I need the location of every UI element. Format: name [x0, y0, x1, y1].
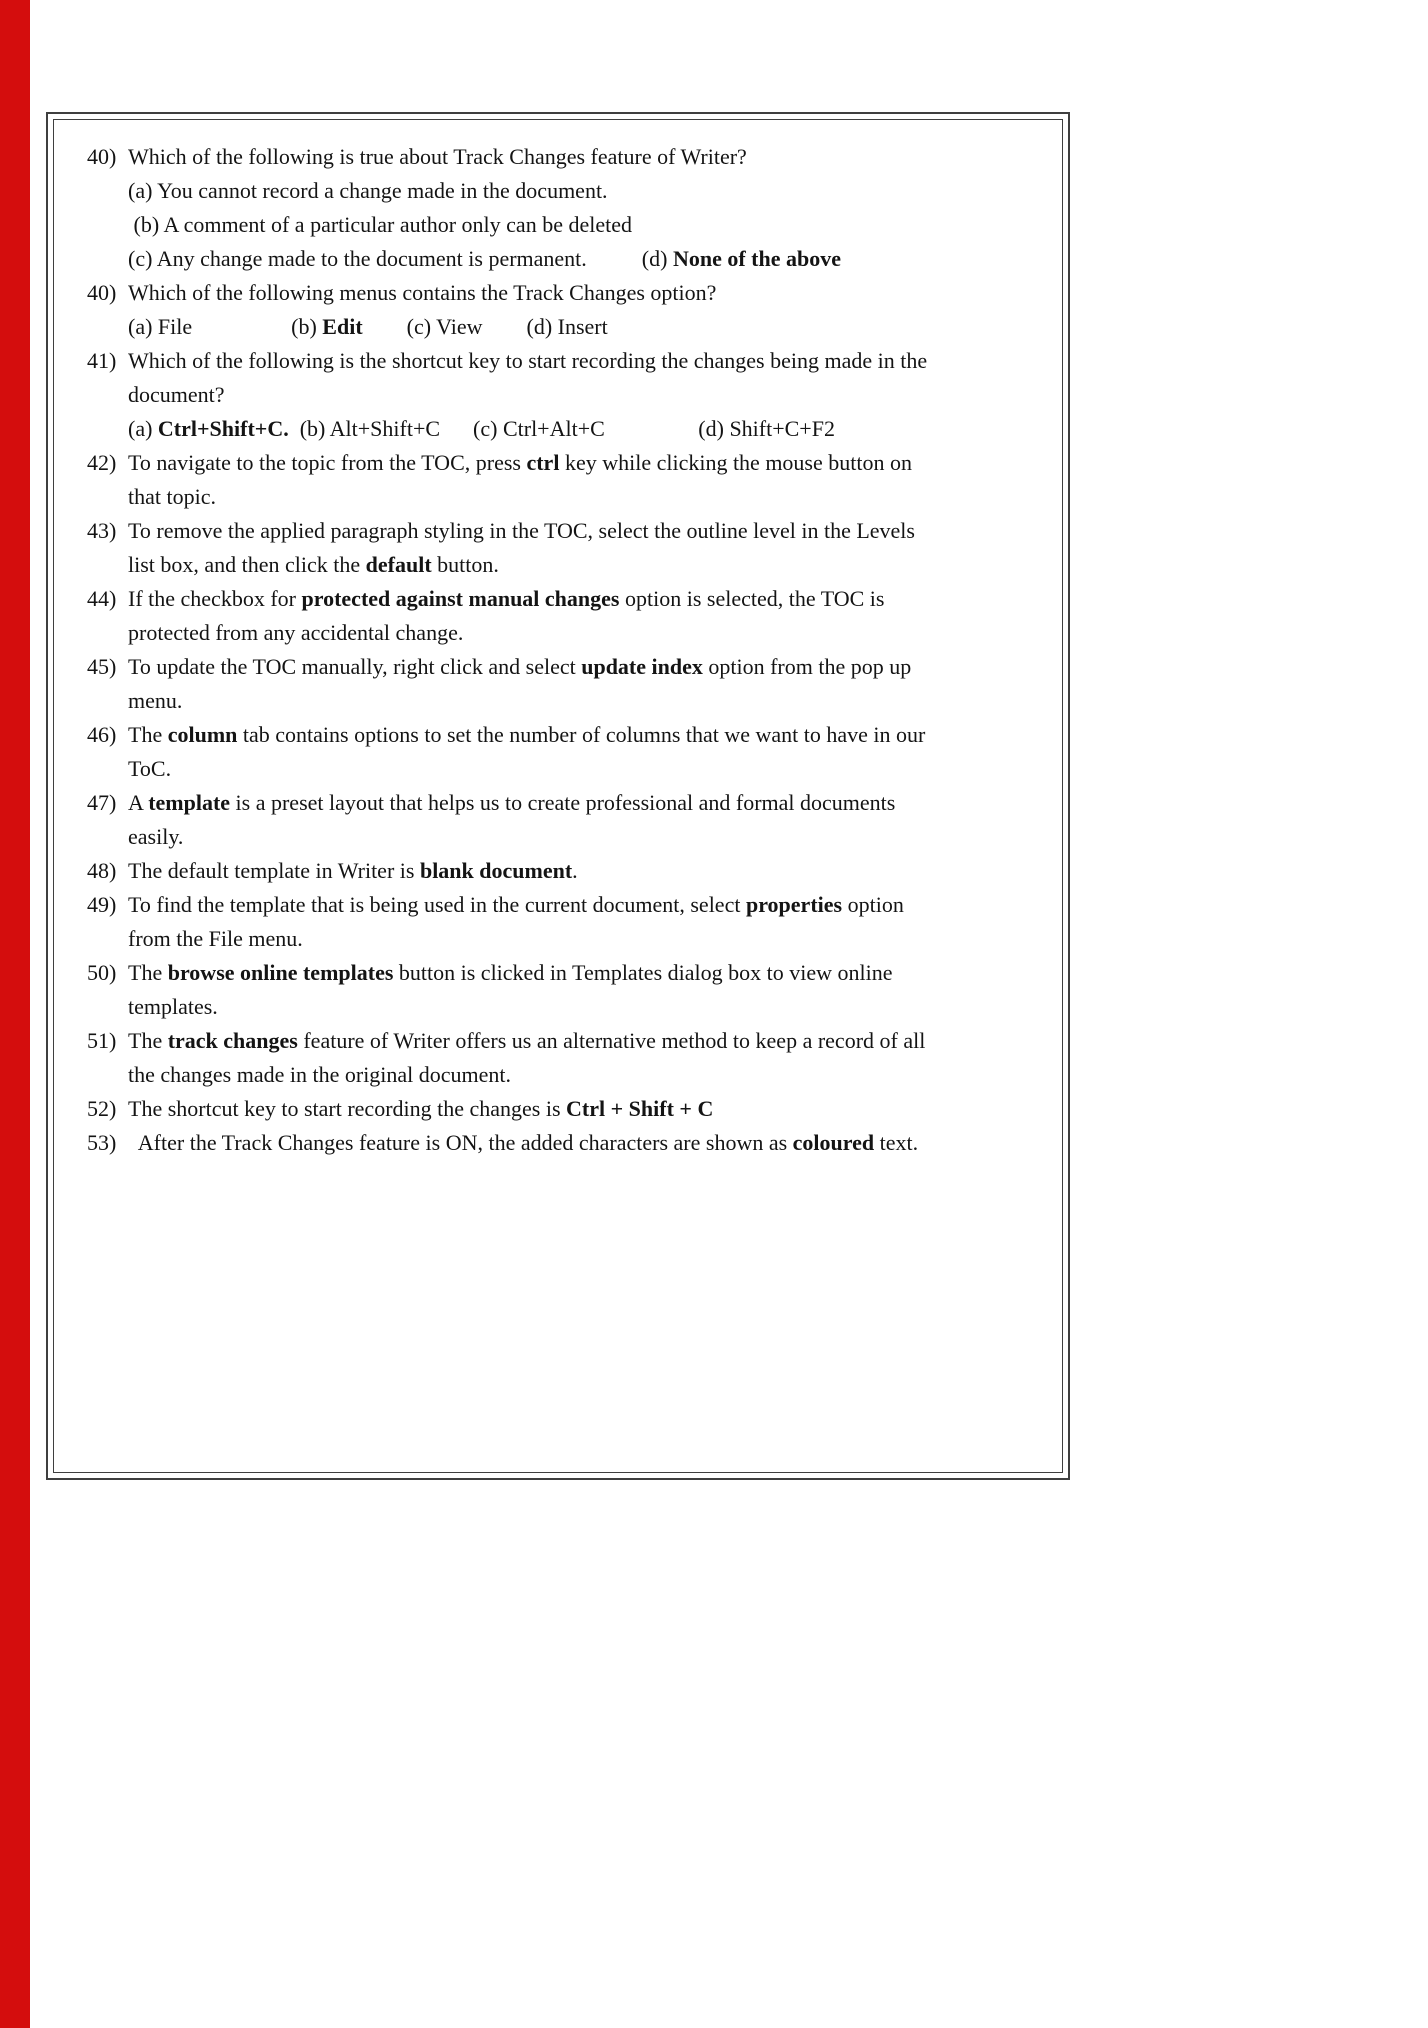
question-number: 49): [87, 892, 117, 917]
question-continuation-line: [87, 820, 1054, 854]
answer-text: None of the above: [672, 246, 841, 271]
question-line: [87, 514, 1054, 548]
question-text: (b) A comment of a particular author only can be deleted: [128, 212, 632, 237]
question-continuation-line: [87, 480, 1054, 514]
question-number: 40): [87, 144, 117, 169]
question-text: (a) File (b): [128, 314, 323, 339]
question-number: 43): [87, 518, 117, 543]
question-number: 44): [87, 586, 117, 611]
question-number: 40): [87, 280, 117, 305]
question-text: The shortcut key to start recording the changes is: [128, 1096, 567, 1121]
question-item: [87, 514, 1054, 582]
question-text: the changes made in the original document.: [128, 1062, 512, 1087]
question-text: list box, and then click the: [128, 552, 366, 577]
answer-text: Ctrl + Shift + C: [566, 1096, 714, 1121]
question-number: 50): [87, 960, 117, 985]
question-text: After the Track Changes feature is ON, the added characters are shown as: [128, 1130, 793, 1155]
question-number: 42): [87, 450, 117, 475]
question-item: [87, 1024, 1054, 1092]
question-continuation-line: [87, 548, 1054, 582]
question-text: button.: [431, 552, 499, 577]
question-item: [87, 582, 1054, 650]
content-frame-inner: [53, 119, 1063, 1473]
question-item: [87, 956, 1054, 1024]
question-continuation-line: [87, 310, 1054, 344]
question-line: [87, 140, 1054, 174]
question-text: (a): [128, 416, 158, 441]
question-continuation-line: [87, 174, 1054, 208]
question-number: 52): [87, 1096, 117, 1121]
question-continuation-line: [87, 378, 1054, 412]
question-text: menu.: [128, 688, 183, 713]
question-text: Which of the following is the shortcut key to start recording the changes being made in the: [128, 348, 928, 373]
question-text: (b) Alt+Shift+C (c) Ctrl+Alt+C (d) Shift+C+F2: [288, 416, 835, 441]
question-text: option: [842, 892, 904, 917]
question-text: option from the pop up: [702, 654, 912, 679]
question-line: [87, 786, 1054, 820]
question-line: [87, 650, 1054, 684]
question-text: To update the TOC manually, right click and select: [128, 654, 582, 679]
question-text: ToC.: [128, 756, 172, 781]
question-item: [87, 344, 1054, 446]
question-text: Which of the following is true about Track Changes feature of Writer?: [128, 144, 747, 169]
question-item: [87, 140, 1054, 276]
question-text: Which of the following menus contains the Track Changes option?: [128, 280, 717, 305]
question-line: [87, 956, 1054, 990]
answer-text: track changes: [167, 1028, 298, 1053]
question-line: [87, 718, 1054, 752]
answer-text: Edit: [322, 314, 363, 339]
answer-text: ctrl: [526, 450, 560, 475]
question-item: [87, 276, 1054, 344]
content-frame: [46, 112, 1070, 1480]
question-number: 41): [87, 348, 117, 373]
answer-text: blank document: [419, 858, 573, 883]
question-continuation-line: [87, 1058, 1054, 1092]
answer-text: Ctrl+Shift+C.: [157, 416, 289, 441]
question-continuation-line: [87, 412, 1054, 446]
question-item: [87, 718, 1054, 786]
question-number: 51): [87, 1028, 117, 1053]
question-line: [87, 344, 1054, 378]
question-text: (a) You cannot record a change made in the document.: [128, 178, 608, 203]
question-item: [87, 1126, 1054, 1160]
question-line: [87, 1092, 1054, 1126]
question-item: [87, 786, 1054, 854]
question-line: [87, 446, 1054, 480]
question-line: [87, 1024, 1054, 1058]
question-item: [87, 854, 1054, 888]
question-text: The default template in Writer is: [128, 858, 420, 883]
question-item: [87, 888, 1054, 956]
answer-text: template: [148, 790, 231, 815]
question-text: easily.: [128, 824, 184, 849]
question-number: 53): [87, 1130, 117, 1155]
question-text: .: [572, 858, 578, 883]
answer-text: default: [365, 552, 432, 577]
question-text: templates.: [128, 994, 218, 1019]
question-line: [87, 1126, 1054, 1160]
question-text: text.: [874, 1130, 919, 1155]
question-item: [87, 1092, 1054, 1126]
question-text: (c) Any change made to the document is permanent. (d): [128, 246, 673, 271]
question-text: The: [128, 1028, 168, 1053]
question-item: [87, 650, 1054, 718]
question-continuation-line: [87, 990, 1054, 1024]
question-continuation-line: [87, 242, 1054, 276]
question-text: is a preset layout that helps us to create professional and formal documents: [230, 790, 896, 815]
question-text: from the File menu.: [128, 926, 303, 951]
question-text: To remove the applied paragraph styling in the TOC, select the outline level in the Levels: [128, 518, 915, 543]
answer-text: browse online templates: [167, 960, 394, 985]
question-text: that topic.: [128, 484, 216, 509]
question-number: 47): [87, 790, 117, 815]
question-text: option is selected, the TOC is: [619, 586, 885, 611]
answer-text: update index: [581, 654, 703, 679]
question-text: button is clicked in Templates dialog box to view online: [393, 960, 893, 985]
question-list: [87, 140, 1054, 1160]
question-text: key while clicking the mouse button on: [559, 450, 912, 475]
question-continuation-line: [87, 208, 1054, 242]
answer-text: column: [167, 722, 238, 747]
red-edge-bar: [0, 0, 30, 2028]
question-continuation-line: [87, 922, 1054, 956]
question-continuation-line: [87, 616, 1054, 650]
question-text: To navigate to the topic from the TOC, press: [128, 450, 527, 475]
question-number: 45): [87, 654, 117, 679]
question-text: A: [128, 790, 149, 815]
question-item: [87, 446, 1054, 514]
question-line: [87, 582, 1054, 616]
question-line: [87, 854, 1054, 888]
question-number: 48): [87, 858, 117, 883]
question-number: 46): [87, 722, 117, 747]
question-text: protected from any accidental change.: [128, 620, 464, 645]
answer-text: properties: [745, 892, 843, 917]
question-text: To find the template that is being used in the current document, select: [128, 892, 746, 917]
question-text: document?: [128, 382, 225, 407]
question-text: If the checkbox for: [128, 586, 302, 611]
question-line: [87, 888, 1054, 922]
question-text: The: [128, 722, 168, 747]
question-text: feature of Writer offers us an alternative method to keep a record of all: [297, 1028, 926, 1053]
question-text: The: [128, 960, 168, 985]
question-text: (c) View (d) Insert: [362, 314, 608, 339]
answer-text: coloured: [792, 1130, 875, 1155]
question-continuation-line: [87, 684, 1054, 718]
question-line: [87, 276, 1054, 310]
question-text: tab contains options to set the number of columns that we want to have in our: [237, 722, 926, 747]
question-continuation-line: [87, 752, 1054, 786]
answer-text: protected against manual changes: [301, 586, 620, 611]
